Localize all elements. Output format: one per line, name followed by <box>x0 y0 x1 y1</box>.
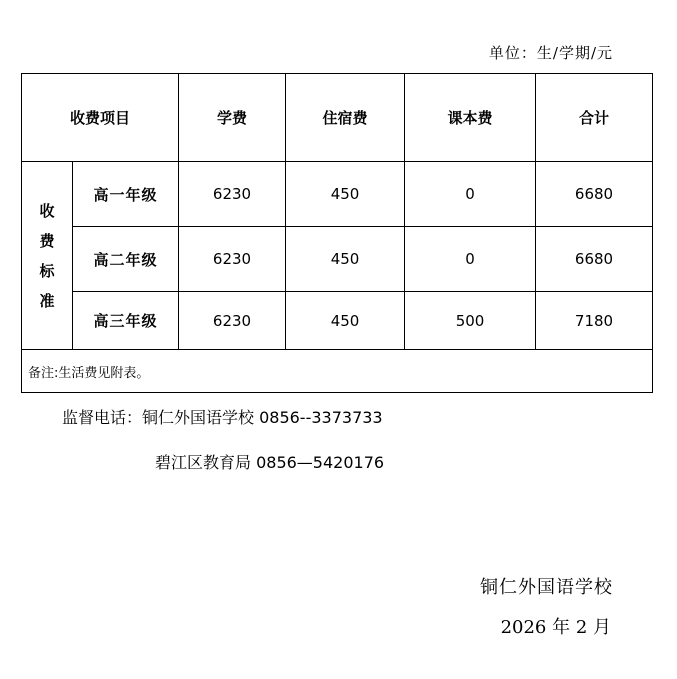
table-row <box>22 227 653 292</box>
tuition-cell: 6230 <box>179 162 286 227</box>
lodging-cell: 450 <box>286 292 405 350</box>
table-header-row <box>22 74 653 162</box>
total-cell: 6680 <box>536 227 653 292</box>
lodging-cell: 450 <box>286 162 405 227</box>
table-row <box>22 292 653 350</box>
issuer-school: 铜仁外国语学校 <box>480 577 613 598</box>
tuition-cell: 6230 <box>179 227 286 292</box>
textbook-cell: 0 <box>405 227 536 292</box>
header-total: 合计 <box>536 74 653 162</box>
standard-label <box>22 162 73 350</box>
total-cell: 6680 <box>536 162 653 227</box>
grade-cell: 高二年级 <box>73 227 179 292</box>
fee-table <box>21 73 653 393</box>
grade-cell: 高一年级 <box>73 162 179 227</box>
note-row <box>22 350 653 393</box>
standard-label-text: 收费标准 <box>39 201 55 310</box>
textbook-cell: 0 <box>405 162 536 227</box>
header-tuition: 学费 <box>179 74 286 162</box>
header-item: 收费项目 <box>22 74 179 162</box>
header-lodging: 住宿费 <box>286 74 405 162</box>
tuition-cell: 6230 <box>179 292 286 350</box>
total-cell: 7180 <box>536 292 653 350</box>
textbook-cell: 500 <box>405 292 536 350</box>
header-textbook: 课本费 <box>405 74 536 162</box>
lodging-cell: 450 <box>286 227 405 292</box>
grade-cell: 高三年级 <box>73 292 179 350</box>
unit-label: 单位：生/学期/元 <box>488 44 613 62</box>
note-text: 备注:生活费见附表。 <box>22 350 653 393</box>
supervision-phone-line1: 监督电话：铜仁外国语学校 0856--3373733 <box>62 408 383 427</box>
table-row <box>22 162 653 227</box>
issue-date: 2026 年 2 月 <box>500 617 611 638</box>
supervision-phone-line2: 碧江区教育局 0856—5420176 <box>155 453 385 472</box>
